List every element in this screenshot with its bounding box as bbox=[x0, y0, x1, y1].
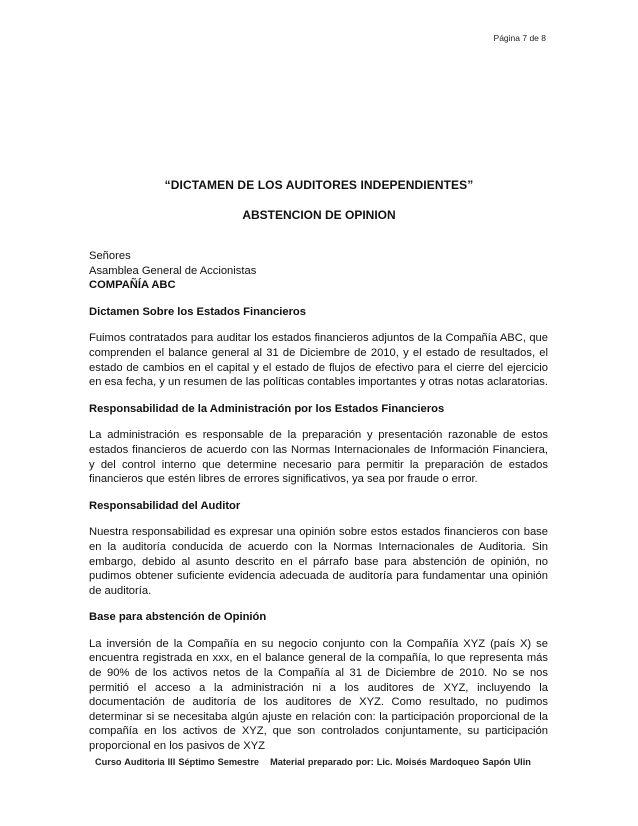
footer-course: Curso Auditoria III Séptimo Semestre bbox=[95, 757, 260, 767]
section-heading-dictamen: Dictamen Sobre los Estados Financieros bbox=[89, 305, 306, 318]
page-footer bbox=[95, 757, 545, 767]
addressee-assembly: Asamblea General de Accionistas bbox=[89, 264, 257, 277]
section-paragraph-responsabilidad-auditor: Nuestra responsabilidad es expresar una opinión sobre estos estados financieros con base en la auditoría conducida de acuerdo con la Normas Internacionales de Auditoria. Sin embargo, debido al asunto descrito en el párrafo base para abstención de opinión, no pudimos obtener suficiente evidencia adecuada de auditoría para fundamentar una opinión de auditoría. bbox=[89, 526, 548, 597]
addressee-block bbox=[89, 249, 548, 293]
section-heading-base-abstencion: Base para abstención de Opinión bbox=[89, 611, 267, 624]
section-paragraph-dictamen: Fuimos contratados para auditar los estados financieros adjuntos de la Compañía ABC, que comprenden el balance general al 31 de Diciembre de 2010, y el estado de resultados, el estado de cambios en el capital y el estado de flujos de efectivo para el cierre del ejercicio en esa fecha, y un resumen de las políticas contables importantes y otras notas aclaratorias. bbox=[89, 332, 548, 389]
section-heading-responsabilidad-auditor: Responsabilidad del Auditor bbox=[89, 499, 241, 512]
section-paragraph-base-abstencion: La inversión de la Compañía en su negocio conjunto con la Compañía XYZ (país X) se encuentra registrada en xxx, en el balance general de la compañía, lo que representa más de 90% de los activos netos de la Compañía al 31 de Diciembre de 2010. No se nos permitió el acceso a la administración ni a los auditores de XYZ, incluyendo la documentación de auditoría de los auditores de XYZ. Como resultado, no pudimos determinar si se necesitaba algún ajuste en relación con: la participación proporcional de la compañía en los activos de XYZ, que son controlados conjuntamente, su participación proporcional en los pasivos de XYZ bbox=[89, 637, 548, 753]
addressee-company: COMPAÑÍA ABC bbox=[89, 279, 176, 292]
page-number: Página 7 de 8 bbox=[493, 33, 546, 43]
document-body bbox=[89, 249, 548, 754]
section-heading-responsabilidad-administracion: Responsabilidad de la Administración por los Estados Financieros bbox=[89, 402, 445, 415]
document-title: “DICTAMEN DE LOS AUDITORES INDEPENDIENTES” bbox=[164, 178, 474, 192]
document-subtitle: ABSTENCION DE OPINION bbox=[242, 208, 396, 222]
section-paragraph-responsabilidad-administracion: La administración es responsable de la preparación y presentación razonable de estos estados financieros de acuerdo con las Normas Internacionales de Información Financiera, y del control interno que determine necesario para permitir la preparación de estados financieros que estén libres de errores significativos, ya sea por fraude o error. bbox=[89, 429, 548, 486]
footer-author: Material preparado por: Lic. Moisés Mardoqueo Sapón Ulin bbox=[270, 757, 531, 767]
addressee-salutation: Señores bbox=[89, 250, 131, 262]
